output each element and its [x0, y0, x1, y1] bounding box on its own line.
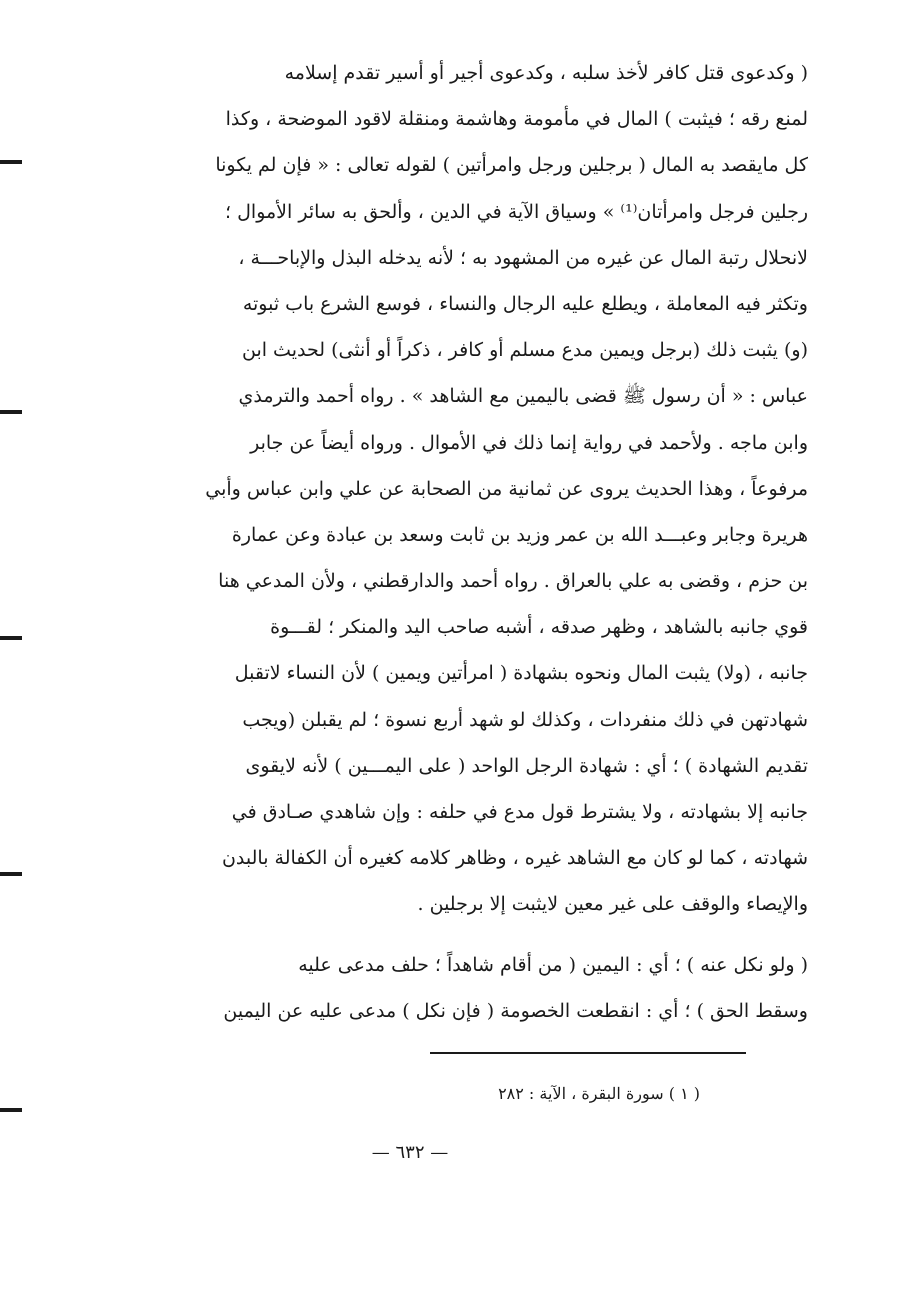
margin-mark — [0, 872, 22, 876]
footnote-divider — [430, 1052, 746, 1054]
text-line: رجلين فرجل وامرأتان⁽¹⁾ » وسياق الآية في الدين ، وألحق به سائر الأموال ؛ — [225, 200, 808, 223]
text-line: والإيصاء والوقف على غير معين لايثبت إلا برجلين . — [417, 893, 808, 916]
margin-mark — [0, 1108, 22, 1112]
text-line: قوي جانبه بالشاهد ، وظهر صدقه ، أشبه صاحب اليد والمنكر ؛ لقـــوة — [270, 616, 808, 639]
text-line: وتكثر فيه المعاملة ، ويطلع عليه الرجال والنساء ، فوسع الشرع باب ثبوته — [242, 292, 808, 315]
margin-mark — [0, 636, 22, 640]
text-line: عباس : « أن رسول ﷺ قضى باليمين مع الشاهد » . رواه أحمد والترمذي — [238, 385, 808, 408]
text-line: شهادتهن في ذلك منفردات ، وكذلك لو شهد أربع نسوة ؛ لم يقبلن (ويجب — [242, 708, 808, 731]
text-line: ( وكدعوى قتل كافر لأخذ سلبه ، وكدعوى أجير أو أسير تقدم إسلامه — [284, 62, 808, 84]
text-line: لانحلال رتبة المال عن غيره من المشهود به ؛ لأنه يدخله البذل والإباحـــة ، — [238, 246, 808, 269]
text-line: كل مايقصد به المال ( برجلين ورجل وامرأتين ) لقوله تعالى : « فإن لم يكونا — [215, 154, 808, 177]
text-line: جانبه إلا بشهادته ، ولا يشترط قول مدع في حلفه : وإن شاهدي صـادق في — [231, 801, 808, 823]
text-line: لمنع رقه ؛ فيثبت ) المال في مأمومة وهاشمة ومنقلة لاقود الموضحة ، وكذا — [225, 108, 808, 131]
text-line: ( ولو نكل عنه ) ؛ أي : اليمين ( من أقام شاهداً ؛ حلف مدعى عليه — [298, 954, 808, 976]
text-line: مرفوعاً ، وهذا الحديث يروى عن ثمانية من الصحابة عن علي وابن عباس وأبي — [205, 477, 808, 500]
main-paragraph — [108, 50, 808, 928]
margin-mark — [0, 410, 22, 414]
text-line: شهادته ، كما لو كان مع الشاهد غيره ، وظاهر كلامه كغيره أن الكفالة بالبدن — [221, 847, 808, 870]
text-line: جانبه ، (ولا) يثبت المال ونحوه بشهادة ( امرأتين ويمين ) لأن النساء لاتقبل — [234, 662, 808, 685]
text-line: هريرة وجابر وعبـــد الله بن عمر وزيد بن ثابت وسعد بن عبادة وعن عمارة — [231, 523, 808, 546]
footnote: ( ١ ) سورة البقرة ، الآية : ٢٨٢ — [498, 1084, 700, 1103]
text-line: وابن ماجه . ولأحمد في رواية إنما ذلك في الأموال . ورواه أيضاً عن جابر — [250, 431, 808, 454]
margin-mark — [0, 160, 22, 164]
page-number: — ٦٣٢ — — [371, 1142, 449, 1163]
text-line: تقديم الشهادة ) ؛ أي : شهادة الرجل الواحد ( على اليمـــين ) لأنه لايقوى — [245, 754, 808, 777]
text-line: وسقط الحق ) ؛ أي : انقطعت الخصومة ( فإن نكل ) مدعى عليه عن اليمين — [223, 1000, 808, 1023]
text-line: (و) يثبت ذلك (برجل ويمين مدع مسلم أو كافر ، ذكراً أو أنثى) لحديث ابن — [241, 339, 808, 362]
second-paragraph — [108, 942, 808, 1034]
text-line: بن حزم ، وقضى به علي بالعراق . رواه أحمد والدارقطني ، ولأن المدعي هنا — [218, 570, 808, 593]
